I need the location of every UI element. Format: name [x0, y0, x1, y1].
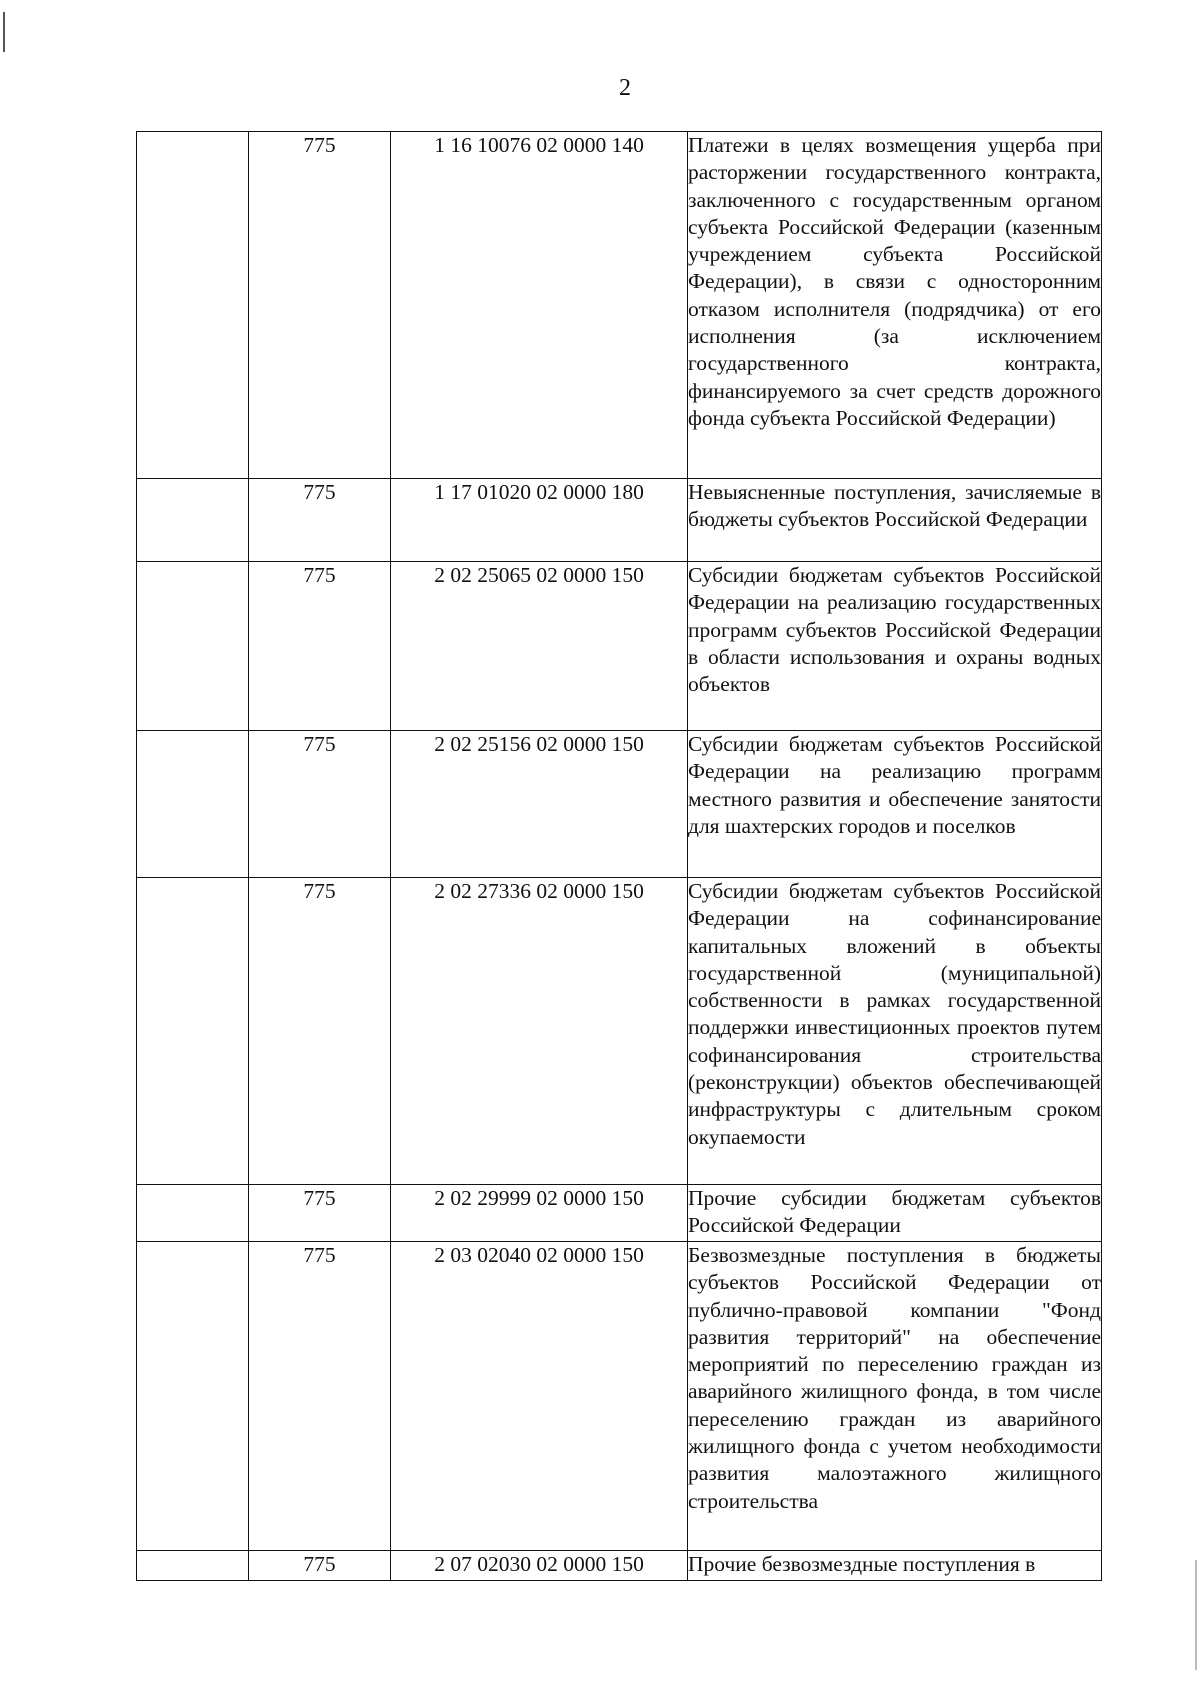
empty-cell [137, 1242, 249, 1551]
empty-cell [137, 479, 249, 562]
table-row [137, 132, 1102, 479]
admin-code-cell: 775 [249, 479, 391, 562]
scan-edge-mark [3, 12, 5, 52]
empty-cell [137, 132, 249, 479]
revenue-code-cell: 2 02 27336 02 0000 150 [391, 878, 688, 1185]
description-cell: Платежи в целях возмещения ущерба при расторжении государственного контракта, заключенного с государственным органом субъекта Российской Федерации (казенным учреждением субъекта Российской Федерации), в связи с односторонним отказом исполнителя (подрядчика) от его исполнения (за исключением государственного контракта, финансируемого за счет средств дорожного фонда субъекта Российской Федерации) [688, 132, 1102, 479]
description-cell: Прочие безвозмездные поступления в [688, 1551, 1102, 1581]
description-cell: Безвозмездные поступления в бюджеты субъектов Российской Федерации от публично-правовой компании "Фонд развития территорий" на обеспечение мероприятий по переселению граждан из аварийного жилищного фонда, в том числе переселению граждан из аварийного жилищного фонда с учетом необходимости развития малоэтажного жилищного строительства [688, 1242, 1102, 1551]
revenue-code-cell: 2 07 02030 02 0000 150 [391, 1551, 688, 1581]
empty-cell [137, 562, 249, 731]
description-cell: Субсидии бюджетам субъектов Российской Федерации на реализацию государственных программ субъектов Российской Федерации в области использования и охраны водных объектов [688, 562, 1102, 731]
empty-cell [137, 1185, 249, 1242]
admin-code-cell: 775 [249, 562, 391, 731]
description-cell: Субсидии бюджетам субъектов Российской Федерации на софинансирование капитальных вложений в объекты государственной (муниципальной) собственности в рамках государственной поддержки инвестиционных проектов путем софинансирования строительства (реконструкции) объектов обеспечивающей инфраструктуры с длительным сроком окупаемости [688, 878, 1102, 1185]
admin-code-cell: 775 [249, 1242, 391, 1551]
revenue-code-cell: 1 16 10076 02 0000 140 [391, 132, 688, 479]
revenue-code-cell: 2 02 25156 02 0000 150 [391, 731, 688, 878]
table-row [137, 562, 1102, 731]
description-cell: Прочие субсидии бюджетам субъектов Российской Федерации [688, 1185, 1102, 1242]
admin-code-cell: 775 [249, 1185, 391, 1242]
scan-edge-mark [1195, 1560, 1197, 1670]
empty-cell [137, 731, 249, 878]
revenue-code-cell: 2 02 25065 02 0000 150 [391, 562, 688, 731]
table-row [137, 1242, 1102, 1551]
page-number: 2 [619, 75, 631, 101]
table-row [137, 878, 1102, 1185]
admin-code-cell: 775 [249, 132, 391, 479]
empty-cell [137, 1551, 249, 1581]
description-cell: Невыясненные поступления, зачисляемые в бюджеты субъектов Российской Федерации [688, 479, 1102, 562]
revenue-codes-table [136, 131, 1102, 1581]
revenue-code-cell: 2 02 29999 02 0000 150 [391, 1185, 688, 1242]
table-row [137, 479, 1102, 562]
admin-code-cell: 775 [249, 1551, 391, 1581]
revenue-code-cell: 2 03 02040 02 0000 150 [391, 1242, 688, 1551]
admin-code-cell: 775 [249, 878, 391, 1185]
empty-cell [137, 878, 249, 1185]
table-row [137, 1185, 1102, 1242]
admin-code-cell: 775 [249, 731, 391, 878]
table-row [137, 1551, 1102, 1581]
description-cell: Субсидии бюджетам субъектов Российской Федерации на реализацию программ местного развития и обеспечение занятости для шахтерских городов и поселков [688, 731, 1102, 878]
table-row [137, 731, 1102, 878]
revenue-code-cell: 1 17 01020 02 0000 180 [391, 479, 688, 562]
